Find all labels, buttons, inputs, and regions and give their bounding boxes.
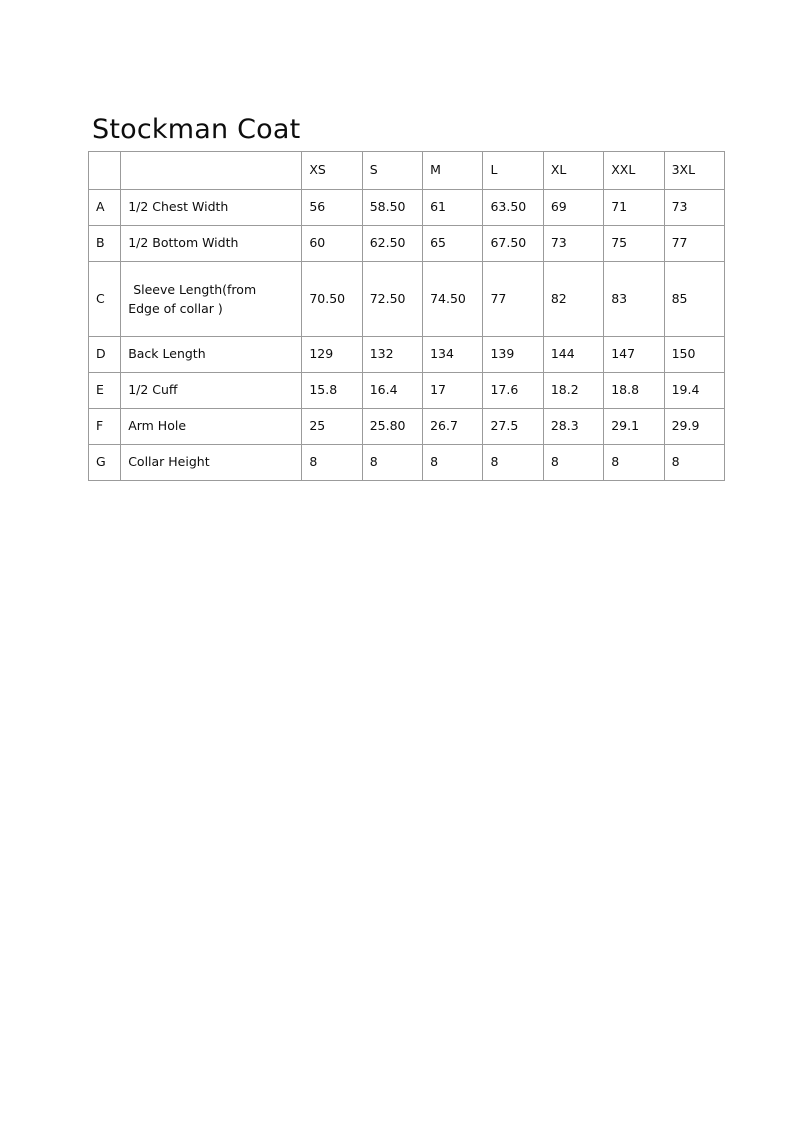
- cell-xxl: 147: [604, 337, 664, 373]
- cell-xxl: 8: [604, 445, 664, 481]
- cell-xs: 129: [302, 337, 362, 373]
- cell-m: 134: [423, 337, 483, 373]
- header-cell-m: M: [423, 152, 483, 190]
- cell-s: 25.80: [362, 409, 422, 445]
- cell-m: 61: [423, 190, 483, 226]
- cell-xl: 18.2: [543, 373, 603, 409]
- row-description: 1/2 Chest Width: [121, 190, 302, 226]
- cell-s: 62.50: [362, 226, 422, 262]
- cell-xl: 8: [543, 445, 603, 481]
- cell-3xl: 73: [664, 190, 724, 226]
- row-description: 1/2 Bottom Width: [121, 226, 302, 262]
- row-description-line1: Sleeve Length(from: [133, 281, 257, 297]
- row-description-line2: Edge of collar ): [128, 301, 223, 316]
- row-key: C: [89, 262, 121, 337]
- cell-s: 58.50: [362, 190, 422, 226]
- cell-xs: 70.50: [302, 262, 362, 337]
- cell-3xl: 8: [664, 445, 724, 481]
- cell-xxl: 18.8: [604, 373, 664, 409]
- header-cell-description: [121, 152, 302, 190]
- table-row: [89, 262, 725, 337]
- cell-xs: 25: [302, 409, 362, 445]
- header-cell-l: L: [483, 152, 543, 190]
- header-cell-xs: XS: [302, 152, 362, 190]
- cell-xxl: 75: [604, 226, 664, 262]
- cell-m: 8: [423, 445, 483, 481]
- cell-l: 139: [483, 337, 543, 373]
- size-chart-table: [88, 151, 725, 481]
- row-description: [121, 262, 302, 337]
- header-cell-xxl: XXL: [604, 152, 664, 190]
- cell-xl: 73: [543, 226, 603, 262]
- cell-xxl: 29.1: [604, 409, 664, 445]
- cell-l: 67.50: [483, 226, 543, 262]
- cell-l: 17.6: [483, 373, 543, 409]
- cell-3xl: 85: [664, 262, 724, 337]
- cell-3xl: 29.9: [664, 409, 724, 445]
- row-description: 1/2 Cuff: [121, 373, 302, 409]
- table-row: [89, 409, 725, 445]
- table-row: [89, 445, 725, 481]
- cell-3xl: 77: [664, 226, 724, 262]
- cell-xxl: 83: [604, 262, 664, 337]
- table-row: [89, 226, 725, 262]
- table-row: [89, 373, 725, 409]
- cell-xl: 82: [543, 262, 603, 337]
- cell-l: 8: [483, 445, 543, 481]
- cell-l: 77: [483, 262, 543, 337]
- cell-xl: 69: [543, 190, 603, 226]
- row-key: E: [89, 373, 121, 409]
- cell-s: 16.4: [362, 373, 422, 409]
- cell-s: 72.50: [362, 262, 422, 337]
- cell-m: 74.50: [423, 262, 483, 337]
- cell-m: 17: [423, 373, 483, 409]
- cell-l: 27.5: [483, 409, 543, 445]
- row-description: Back Length: [121, 337, 302, 373]
- table-header-row: [89, 152, 725, 190]
- cell-l: 63.50: [483, 190, 543, 226]
- row-description: Arm Hole: [121, 409, 302, 445]
- cell-s: 132: [362, 337, 422, 373]
- cell-m: 26.7: [423, 409, 483, 445]
- cell-xl: 144: [543, 337, 603, 373]
- row-key: F: [89, 409, 121, 445]
- cell-xl: 28.3: [543, 409, 603, 445]
- page-title: Stockman Coat: [92, 114, 301, 146]
- row-description: Collar Height: [121, 445, 302, 481]
- header-cell-3xl: 3XL: [664, 152, 724, 190]
- row-key: D: [89, 337, 121, 373]
- header-cell-s: S: [362, 152, 422, 190]
- row-key: B: [89, 226, 121, 262]
- table-row: [89, 190, 725, 226]
- cell-xs: 8: [302, 445, 362, 481]
- header-cell-key: [89, 152, 121, 190]
- cell-3xl: 19.4: [664, 373, 724, 409]
- table-row: [89, 337, 725, 373]
- row-key: A: [89, 190, 121, 226]
- cell-xs: 60: [302, 226, 362, 262]
- cell-xs: 15.8: [302, 373, 362, 409]
- cell-xxl: 71: [604, 190, 664, 226]
- header-cell-xl: XL: [543, 152, 603, 190]
- cell-3xl: 150: [664, 337, 724, 373]
- cell-s: 8: [362, 445, 422, 481]
- row-key: G: [89, 445, 121, 481]
- cell-xs: 56: [302, 190, 362, 226]
- cell-m: 65: [423, 226, 483, 262]
